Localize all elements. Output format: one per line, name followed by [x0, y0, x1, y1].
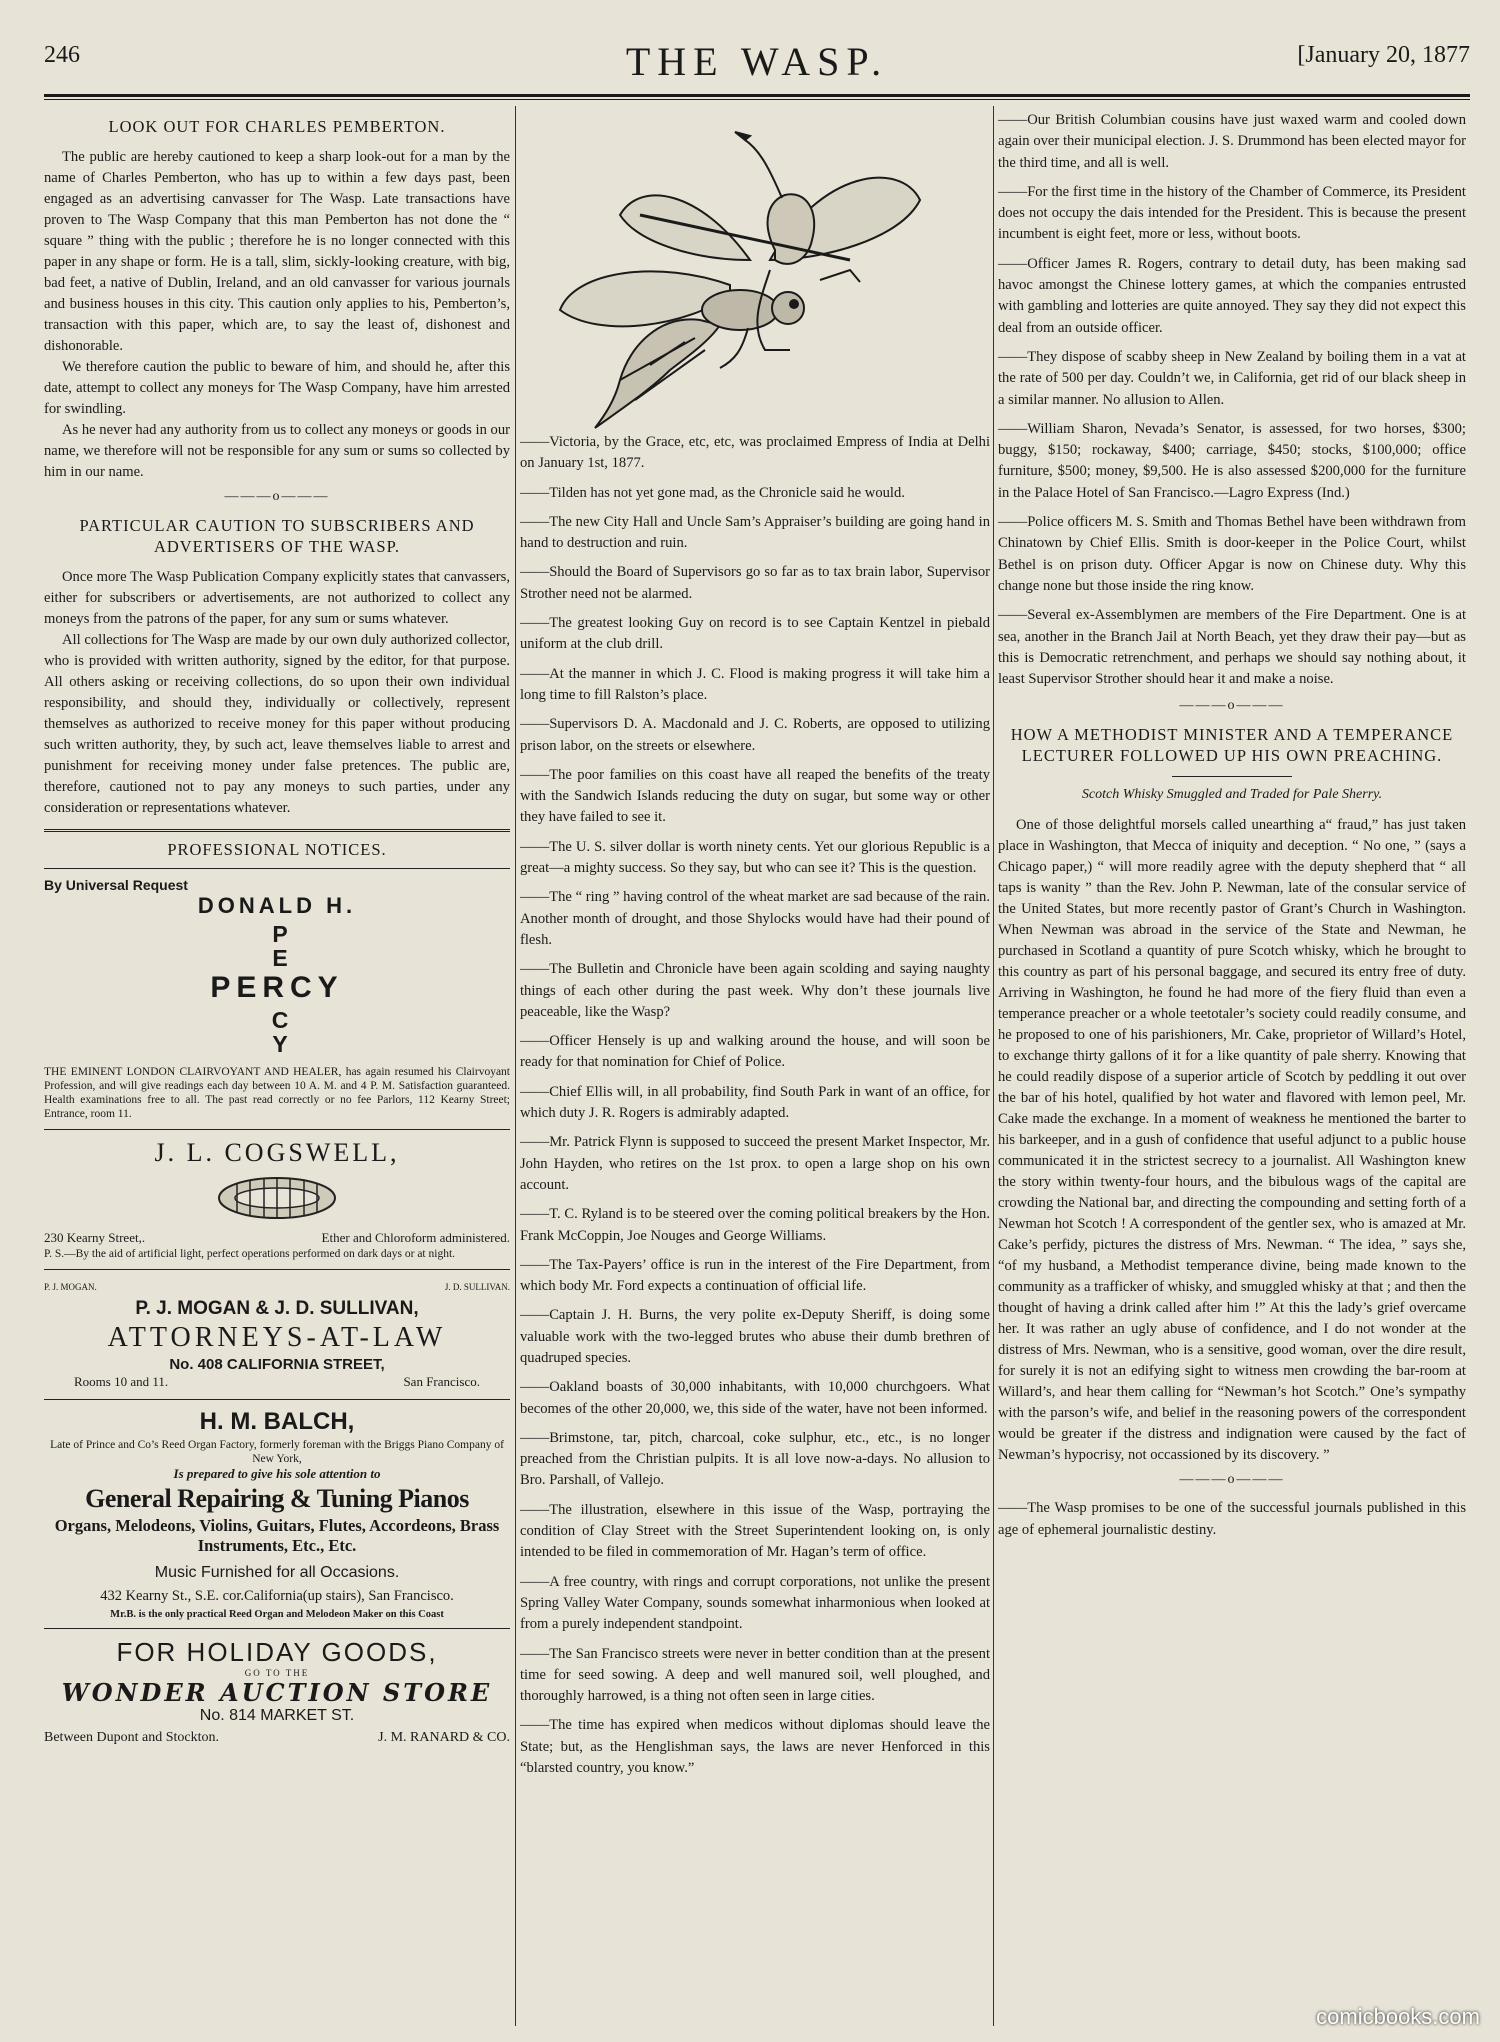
cogswell-ether: Ether and Chloroform administered. — [321, 1230, 510, 1245]
percy-letter: P — [272, 921, 288, 947]
news-item: ——Supervisors D. A. Macdonald and J. C. Roberts, are opposed to utilizing prison labor, on the streets or elsewhere. — [520, 716, 990, 754]
methodist-subheading: Scotch Whisky Smuggled and Traded for Pale Sherry. — [1081, 787, 1383, 803]
balch-note: Mr.B. is the only practical Reed Organ and Melodeon Maker on this Coast — [110, 1609, 444, 1620]
news-item: ——T. C. Ryland is to be steered over the coming political breakers by the Hon. Frank McCoppin, Joe Nouges and George Williams. — [520, 1206, 990, 1244]
firm-city: San Francisco. — [403, 1374, 480, 1389]
news-items — [520, 432, 990, 1779]
news-item: ——The Wasp promises to be one of the successful journals published in this age of ephemeral journalistic destiny. — [998, 1500, 1466, 1538]
news-item: ——Oakland boasts of 30,000 inhabitants, with 10,000 churchgoers. What becomes of the other 20,000, we, this side of the water, have not been informed. — [520, 1379, 990, 1417]
watermark: comicbooks.com — [1316, 2004, 1480, 2029]
paragraph: Once more The Wasp Publication Company explicitly states that canvassers, either for subscribers or advertisements, are not authorized to collect any moneys from the patrons of the paper, for any sum or sums whatever. — [44, 569, 510, 627]
news-item: ——They dispose of scabby sheep in New Zealand by boiling them in a vat at the rate of 500 per day. Couldn’t we, in California, get rid of our black sheep in a similar manner. No allusion to Allen. — [998, 348, 1466, 408]
section-rule — [44, 1129, 510, 1130]
firm-rooms-row — [44, 1373, 510, 1391]
ornament-divider: ———o——— — [224, 489, 330, 504]
news-item: ——The new City Hall and Uncle Sam’s Appraiser’s building are going hand in hand to destruction and ruin. — [520, 513, 990, 552]
balch-advertisement — [44, 1408, 510, 1620]
auction-between: Between Dupont and Stockton. — [44, 1730, 219, 1745]
caution-article — [44, 567, 510, 819]
masthead-rule — [44, 94, 1470, 97]
balch-late: Late of Prince and Co’s Reed Organ Factory, formerly foreman with the Briggs Piano Company of New York, — [50, 1439, 504, 1465]
news-item: ——A free country, with rings and corrupt corporations, not unlike the present Spring Valley Water Company, sounds somewhat inharmonious when looked at from a purely independent standpoint. — [520, 1573, 990, 1633]
column-left — [44, 110, 510, 2025]
news-item: ——The “ ring ” having control of the wheat market are sad because of the rain. Another month of drought, and those Shylocks would have had their pound of flesh. — [520, 889, 990, 948]
paragraph: The public are hereby cautioned to keep a sharp look-out for a man by the name of Charles Pemberton, who has up to within a few days past, been engaged as an advertising canvasser for The Wasp. Late transactions have proven to The Wasp Company that this man Pemberton has not done the “ square ” thing with the public ; therefore he is no longer connected with this paper in any shape or form. He is a tall, slim, sickly-looking creature, with big, bad feet, a native of Dublin, Ireland, and an old canvasser for various journals and business houses in this city. This caution only applies to his, Pemberton’s, transaction with this paper, which are, to say the least of, dishonest and dishonorable. — [44, 149, 510, 354]
news-item: ——Our British Columbian cousins have just waxed warm and cooled down again over their municipal election. J. S. Drummond has been elected mayor for the third time, and all is well. — [998, 112, 1466, 171]
firm-street: No. 408 CALIFORNIA STREET, — [169, 1356, 385, 1373]
news-item: ——For the first time in the history of the Chamber of Commerce, its President does not occupy the dais intended for the President. This is because the present incumbent is eight feet, more or less, without boots. — [998, 183, 1466, 243]
attorney-names-small — [44, 1278, 510, 1296]
news-item: ——The poor families on this coast have all reaped the benefits of the treaty with the Sandwich Islands reducing the duty on sugar, but some way or other they have failed to see it. — [520, 766, 990, 826]
page-number: 246 — [44, 42, 80, 68]
news-item: ——Victoria, by the Grace, etc, etc, was proclaimed Empress of India at Delhi on January 1st, 1877. — [520, 434, 990, 472]
percy-name-block — [44, 893, 510, 1057]
issue-date: [January 20, 1877 — [1297, 42, 1470, 68]
news-item: ——Chief Ellis will, in all probability, find South Park in want of an office, for which duty J. R. Rogers is admirably adapted. — [520, 1083, 990, 1122]
column-middle — [520, 110, 990, 2025]
balch-name: H. M. BALCH, — [199, 1408, 355, 1435]
newspaper-title: THE WASP. — [625, 39, 889, 84]
instruments-list: Organs, Melodeons, Violins, Guitars, Flutes, Accordeons, Brass Instruments, Etc., Etc. — [54, 1516, 500, 1555]
news-item: ——Officer James R. Rogers, contrary to detail duty, has been making sad havoc amongst the Chinese lottery games, at which the companies entrusted with gambling and lotteries are quite annoyed. They say they did not expect this deal from an outside officer. — [998, 255, 1466, 336]
percy-letter: E — [272, 945, 288, 971]
wonder-auction-store: WONDER AUCTION STORE — [61, 1678, 493, 1707]
music-furnished: Music Furnished for all Occasions. — [154, 1564, 400, 1581]
auction-proprietor: J. M. RANARD & CO. — [378, 1730, 510, 1745]
section-rule — [44, 1269, 510, 1270]
go-to-the: GO TO THE — [244, 1668, 310, 1678]
news-item: ——At the manner in which J. C. Flood is making progress it will take him a long time to fill Ralston’s place. — [520, 665, 990, 703]
cogswell-address: 230 Kearny Street,. — [44, 1230, 146, 1245]
news-item: ——The illustration, elsewhere in this issue of the Wasp, portraying the condition of Clay Street with the Street Superintendent looking on, is only intended to be filed in commemoration of Mr. Hagan’s term of office. — [520, 1501, 990, 1561]
caution-heading: PARTICULAR CAUTION TO SUBSCRIBERS AND ADVERTISERS OF THE WASP. — [79, 516, 475, 556]
holiday-goods: FOR HOLIDAY GOODS, — [116, 1637, 438, 1667]
mogan-small: P. J. MOGAN. — [44, 1282, 97, 1292]
section-rule — [44, 1399, 510, 1400]
percy-letter: Y — [272, 1031, 288, 1057]
news-item: ——Officer Hensely is up and walking around the house, and will soon be ready for that nomination for Chief of Police. — [520, 1033, 990, 1071]
masthead — [44, 38, 1470, 84]
news-item: ——The U. S. silver dollar is worth ninety cents. Yet our glorious Republic is a great—a mighty success. So they say, but who can see it? This is the question. — [520, 838, 990, 877]
news-item: ——Brimstone, tar, pitch, charcoal, coke sulphur, etc., etc., is no longer preached from the Christian pulpits. It is all love now-a-days. No allusion to Bro. Parshall, of Vallejo. — [520, 1429, 990, 1489]
pemberton-heading: LOOK OUT FOR CHARLES PEMBERTON. — [108, 117, 446, 136]
ornament-divider: ———o——— — [1179, 698, 1285, 714]
paragraph: We therefore caution the public to beware of him, and should he, after this date, attempt to collect any moneys for The Wasp Company, have him arrested for swindling. — [44, 359, 510, 417]
percy-line: PERCY — [210, 971, 344, 1004]
cogswell-ps: P. S.—By the aid of artificial light, perfect operations performed on dark days or at night. — [44, 1248, 456, 1260]
news-item: ——Captain J. H. Burns, the very polite ex-Deputy Sheriff, is doing some valuable work with the two-legged brutes who abuse their dumb brethren of quadruped species. — [520, 1307, 990, 1366]
paragraph: All collections for The Wasp are made by our own duly authorized collector, who is provided with written authority, signed by the editor, for that purpose. All others asking or receiving collections, do so upon their own individual responsibility, and should they, individually or collectively, represent themselves as authorized to receive money for this paper without producing such written authority, they, by such act, leave themselves liable to arrest and punishment for receiving money under false pretences. The public are, therefore, cautioned not to pay any moneys to such parties, under any consideration or representations whatever. — [44, 632, 510, 816]
news-item: ——The San Francisco streets were never in better condition than at the present time for seed sowing. A deep and well manured soil, well ploughed, and thoroughly harrowed, is a thing not often seen in large cities. — [520, 1645, 990, 1705]
firm-rooms: Rooms 10 and 11. — [74, 1374, 169, 1389]
repairing-pianos: General Repairing & Tuning Pianos — [85, 1484, 469, 1513]
auction-footer-row — [44, 1729, 510, 1747]
clairvoyant-text: THE EMINENT LONDON CLAIRVOYANT AND HEALER, has again resumed his Clairvoyant Profession, and will give readings each day between 10 A. M. and 4 P. M. Satisfaction guaranteed. Health examinations free to all. The past read correctly or no fee Parlors, 112 Kearny Street; Entrance, room 11. — [44, 1066, 510, 1120]
cogswell-advertisement — [44, 1138, 510, 1261]
percy-advertisement — [44, 877, 510, 1121]
auction-address: No. 814 MARKET ST. — [199, 1707, 355, 1724]
news-item: ——The greatest looking Guy on record is to see Captain Kentzel in piebald uniform at the club drill. — [520, 615, 990, 653]
news-item: ——The time has expired when medicos without diplomas should leave the State; but, as the Henglishman says, the laws are never Henforced in this “blarsted country, you know.” — [520, 1717, 990, 1777]
news-item: ——Several ex-Assemblymen are members of the Fire Department. One is at sea, another in the Branch Jail at North Beach, yet they draw their pay—but as this is Democratic retrenchment, and perhaps we should say nothing about, it least Supervisor Strother should hear it and make a noise. — [998, 607, 1466, 688]
news-items — [998, 110, 1466, 690]
methodist-article — [998, 815, 1466, 1466]
dentures-icon — [44, 1172, 510, 1229]
section-rule — [44, 1628, 510, 1629]
column-divider — [515, 106, 516, 2026]
cogswell-address-row — [44, 1229, 510, 1247]
news-item: ——Police officers M. S. Smith and Thomas Bethel have been withdrawn from Chinatown by Chief Ellis. Smith is door-keeper in the Police Court, whilst Bethel is on prison duty. Officer Apgar is now on Chinese duty. Why this change none but those inside the ring know. — [998, 514, 1466, 594]
auction-advertisement — [44, 1637, 510, 1747]
attorneys-at-law: ATTORNEYS-AT-LAW — [107, 1322, 447, 1353]
balch-prepared: Is prepared to give his sole attention to — [173, 1466, 381, 1481]
masthead-rule-thin — [44, 99, 1470, 100]
sullivan-small: J. D. SULLIVAN. — [444, 1282, 510, 1292]
news-item: ——The Tax-Payers’ office is run in the interest of the Fire Department, from which body Mr. Ford expects a continuation of official life. — [520, 1256, 990, 1295]
news-item: ——The Bulletin and Chronicle have been again scolding and saying naughty things of each other during the past week. Why don’t these journals live peaceable, like the Wasp? — [520, 961, 990, 1020]
news-item: ——Mr. Patrick Flynn is supposed to succeed the present Market Inspector, Mr. John Hayden, who retires on the 1st prox. to open a large shop on his own account. — [520, 1134, 990, 1193]
short-rule — [1172, 776, 1292, 777]
ornament-divider: ———o——— — [1179, 1472, 1285, 1488]
news-item: ——Should the Board of Supervisors go so far as to tax brain labor, Supervisor Strother need not be alarmed. — [520, 564, 990, 602]
paragraph: One of those delightful morsels called unearthing a“ fraud,” has just taken place in Washington, that Mecca of iniquity and deception. “ No one, ” (says a Chicago paper,) “ will more readily agree with the deputy shepherd that “ all taps is wanity ” than the Rev. John P. Newman, late of the consular service of the United States, but more recently pastor of Grant’s Church in Washington. When Newman was abroad in the service of the State and Newman, he purchased in Scotland a quantity of pure Scotch whisky, which he brought to this country as part of his personal baggage, and secured its entry free of duty. Arriving in Washington, he found he had more of the fiery fluid than even a temperance preacher or a whole teetotaler’s society could readily consume, and he proposed to one of his parishioners, Mr. Cake, proprietor of Willard’s Hotel, to exchange thirty gallons of it for a like quantity of pale sherry. Knowing that he could readily dispose of a superior article of Scotch by peddling it out over the bar of his hotel, qualified by hot water and flavored with lemon peel, Mr. Cake made the exchange. In a moment of weakness he mentioned the barter to his barkeeper, and in a gush of confidence that useful adjunct to a public house communicated it in the strictest secrecy to a journalist. All Washington knew the story within twenty-four hours, and the bibulous wags of the capital are crowding the National bar, and directing the compounding and setting forth of a Newman hot Scotch ! A correspondent of the gentler sex, who is amazed at Mr. Cake’s perfidy, pictures the distress of Mrs. Newman. “ The idea, ” says she, “of my husband, a Methodist temperance divine, being made known to the community as a trafficker of whisky, and smuggled whisky at that ; and then the thought of having a drink called after him !” At this the lady’s grief overcame her. It was rather an ugly abuse of confidence, and I do not wonder at the distress of Mrs. Newman, who is a sensitive, good woman, over the dire result, for surely it is not an edifying sight to witness men crowding the bar-room at Willard’s, and hear them calling for “Newman’s hot Scotch.” One’s sympathy with the parson’s wife, and belief in the reasoning powers of the correspondent would be greater if the distress and indignation were caused by the fact of Newman’s hypocrisy, not occassioned by its discovery. ” — [998, 817, 1466, 1464]
donald-name: DONALD H. — [197, 893, 357, 918]
news-item: ——Tilden has not yet gone mad, as the Chronicle said he would. — [520, 484, 905, 501]
percy-letter: C — [271, 1007, 289, 1033]
section-rule — [44, 868, 510, 869]
news-item: ——William Sharon, Nevada’s Senator, is assessed, for two horses, $300; buggy, $150; rockaway, $400; carriage, $450; stocks, $100,000; office furniture, $500; money, $9,500. He is also assessed $200,000 for the furniture in the Palace Hotel of San Francisco.—Lagro Express (Ind.) — [998, 420, 1466, 501]
paragraph: As he never had any authority from us to collect any moneys or goods in our name, we therefore will not be responsible for any sum or sums so collected by him in our name. — [44, 422, 510, 480]
attorneys-advertisement — [44, 1278, 510, 1391]
section-rule — [44, 829, 510, 832]
column-right — [998, 110, 1466, 2025]
pemberton-article — [44, 147, 510, 483]
firm-name: P. J. MOGAN & J. D. SULLIVAN, — [135, 1298, 419, 1319]
column-divider — [993, 106, 994, 2026]
cogswell-name: J. L. COGSWELL, — [154, 1138, 400, 1167]
notices-heading: PROFESSIONAL NOTICES. — [167, 840, 387, 859]
methodist-heading: HOW A METHODIST MINISTER AND A TEMPERANCE LECTURER FOLLOWED UP HIS OWN PREACHING. — [1010, 725, 1454, 766]
balch-address: 432 Kearny St., S.E. cor.California(up stairs), San Francisco. — [100, 1588, 454, 1604]
universal-request: By Universal Request — [44, 877, 188, 893]
wasp-rider-illustration — [520, 110, 990, 430]
